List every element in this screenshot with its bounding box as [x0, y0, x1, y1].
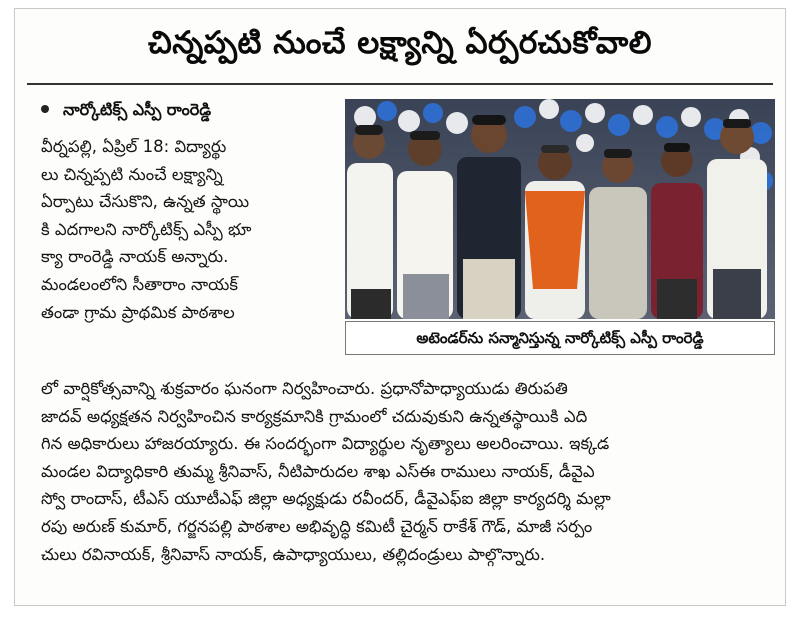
article-body — [41, 375, 775, 568]
body-line: స్వో రాందాస్, టీఎస్ యూటీఎఫ్ జిల్లా అధ్యక్షుడు రవీందర్, డీవైఎఫ్ఐ జిల్లా కార్యదర్శి మల్లా — [41, 489, 611, 509]
news-photo — [345, 99, 775, 319]
column-line: ఏర్పాటు చేసుకొని, ఉన్నత స్థాయి — [41, 192, 250, 212]
column-line: కి ఎదగాలని నార్కోటిక్స్ ఎస్పీ భూ — [41, 219, 252, 239]
newspaper-clipping — [14, 8, 786, 606]
body-line: జాదవ్ అధ్యక్షతన నిర్వహించిన కార్యక్రమానికి గ్రామంలో చదువుకుని ఉన్నతస్థాయికి ఎది — [41, 406, 588, 426]
column-line: మండలంలోని సీతారాం నాయక్ — [41, 274, 238, 294]
column-line: క్యా రాంరెడ్డి నాయక్ అన్నారు. — [41, 247, 229, 267]
body-line: చులు రవినాయక్, శ్రీనివాస్ నాయక్, ఉపాధ్యాయులు, తల్లిదండ్రులు పాల్గొన్నారు. — [41, 544, 546, 564]
photo-caption: అటెండర్‌ను సన్మానిస్తున్న నార్కోటిక్స్ ఎస్పీ రాంరెడ్డి — [345, 321, 775, 355]
body-line: రపు అరుణ్ కుమార్, గర్జనపల్లి పాఠశాల అభివృద్ధి కమిటీ చైర్మన్ రాకేశ్ గౌడ్, మాజీ సర్పం — [41, 516, 593, 536]
byline — [41, 97, 341, 123]
column-line: లు చిన్నప్పటి నుంచే లక్ష్యాన్ని — [41, 164, 223, 184]
byline-text: నార్కోటిక్స్ ఎస్పీ రాంరెడ్డి — [63, 100, 212, 119]
body-line: గిన అధికారులు హాజరయ్యారు. ఈ సందర్భంగా విద్యార్థుల నృత్యాలు అలరించాయి. ఇక్కడ — [41, 434, 610, 454]
article-column — [41, 133, 339, 326]
photo-illustration — [345, 99, 775, 319]
headline-rule — [27, 83, 773, 85]
headline: చిన్నప్పటి నుంచే లక్ష్యాన్ని ఏర్పరచుకోవాలి — [148, 25, 652, 61]
body-line: లో వార్షికోత్సవాన్ని శుక్రవారం ఘనంగా నిర్వహించారు. ప్రధానోపాధ్యాయుడు తిరుపతి — [41, 379, 568, 398]
body-line: మండల విద్యాధికారి తుమ్మ శ్రీనివాస్, నీటిపారుదల శాఖ ఎస్ఈ రాములు నాయక్, డీవైఎ — [41, 461, 595, 481]
column-line: తండా గ్రామ ప్రాథమిక పాఠశాల — [41, 302, 235, 322]
bullet-icon — [41, 105, 49, 113]
column-line: వీర్నపల్లి, ఏప్రిల్ 18: విద్యార్థు — [41, 137, 227, 156]
